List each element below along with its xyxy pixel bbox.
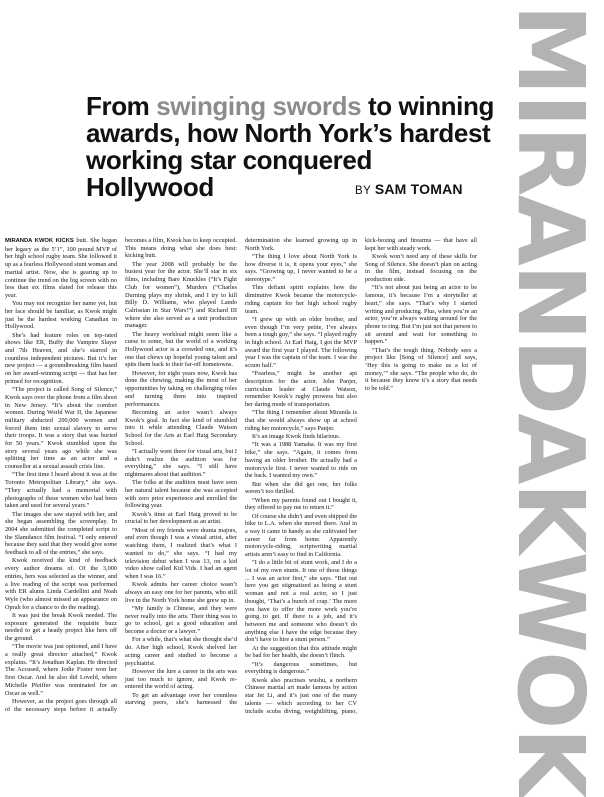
article-paragraph: She’s had feature roles on top-rated shows like ER, Buffy the Vampire Slayer and 7th Heaven, and she’s starred in countless independent pictures. But it’s her new project — a groundbreaking film based on her award-winning script — that has her primed for recognition. (5, 331, 117, 385)
article-paragraph: Kwok also practises wushu, a northern Chinese martial art made famous by action star Jet Li, and it’s just one of the many talents — which according to her CV include scuba diving, weightlifting, piano, kick-boxing and firearms — that have all kept her with steady work. (245, 237, 477, 715)
headline-part-1: From (86, 91, 157, 121)
article-paragraph: “It was a 1988 Yamaha. It was my first bike,” she says. “Again, it comes from having an older brother. He actually had a motorcycle first. I never wanted to ride on the back. I wanted my own.” (245, 441, 357, 480)
article-paragraph: “The movie was just optioned, and I have a really great director attached,” Kwok explains. “It’s Jonathan Kaplan. He directed The Accused, where Jodie Foster won her first Oscar. And he also did Loveld, where Michelle Pfeiffer was nominated for an Oscar as well.” (5, 643, 117, 697)
article-paragraph: But when she did get one, her folks weren’t too thrilled. (245, 480, 357, 496)
paragraph-text: butt. She began her legacy as the 5’1”, 100 pound MVP of her high school rugby team. She followed it up as a fearless Hollywood stunt woman and martial artist. Now, she is gearing up to continue the trend on the big screen with no less than six films slated for release this year. (5, 237, 117, 299)
article-paragraph: The year 2008 will probably be the busiest year for the actor. She’ll star in six films, including Bare Knuckles (“It’s Fight Club for women”), Murders (“Charles Durning plays my shrink, and I try to kill Billy D. Williams, who played Lando Calrissian in Star Wars!”) and Richard III where she also served as a unit production manager. (125, 260, 237, 330)
article-paragraph: “Fearless,” might be another apt description for the actor. John Panjer, curriculum leader at Claude Watson, remember Kwok’s rugby prowess but also her daring mode of transportation. (245, 370, 357, 409)
article-paragraph: The heavy workload might seem like a curse to some, but the world of a working Hollywood actor is a crowded one, and it’s one that chews up hopeful young talent and spits them back to their far-off hometowns. (125, 330, 237, 369)
lead-in: MIRANDA KWOK KICKS (5, 238, 74, 244)
headline-highlight: swinging swords (156, 91, 362, 121)
article-paragraph: “When my parents found out I bought it, they offered to pay me to return it.” (245, 496, 357, 512)
article-paragraph: However the lure a career in the arts was just too much to ignore, and Kwok re-entered the world of acting. (125, 667, 237, 691)
article-paragraph: “The thing I remember about Miranda is that she would always show up at school riding her motorcycle,” says Panjer. (245, 409, 357, 432)
article-paragraph: Kwok admits her career choice wasn’t always an easy one for her parents, who still live in the North York home she grew up in. (125, 581, 237, 604)
article-paragraph: You may not recognize her name yet, but her face should be familiar, as Kwok might just be the hardest working Canadian in Hollywood. (5, 300, 117, 331)
article-paragraph: Kwok’s time at Earl Haig proved to be crucial to her development as an artist. (125, 510, 237, 526)
article-body (5, 237, 597, 717)
byline-author: SAM TOMAN (374, 181, 463, 197)
byline (355, 181, 463, 197)
article-paragraph: Becoming an actor wasn’t always Kwok’s goal. In fact she kind of stumbled into it while attending Claude Watson School for the Arts at Earl Haig Secondary School. (125, 408, 237, 447)
article-paragraph: “Most of my friends were drama majors, and even though I was a visual artist, after watching them, I realized that’s what I wanted to do,” she says. “I had my television debut when I was 13, on a kid video show called Kid Vids. I had an agent when I was 16.” (125, 526, 237, 580)
article-paragraph: However, as the project goes through all of the necessary steps before it actually becomes a film, Kwok has to keep occupied. This means doing what she does best: kicking butt. (5, 237, 237, 713)
article-paragraph: It’s an image Kwok finds hilarious. (252, 433, 341, 441)
article-paragraph: This defiant spirit explains how the diminutive Kwok became the motorcycle-riding captain for her high school rugby team. (245, 284, 357, 315)
article-paragraph: “I actually went there for visual arts, but I didn’t realize the audition was for everything,” she says. “I still have nightmares about that audition.” (125, 447, 237, 479)
article-paragraph: Of course she didn’t and even shipped the bike to L.A. when she moved there. And in a way it came in handy as she cultivated her career far from home. Apparently motorcycle-riding, scriptwriting martial artists aren’t easy to find in California. (245, 512, 357, 559)
article-paragraph: Kwok won’t need any of these skills for Song of Silence. She doesn’t plan on acting in the film, instead focusing on the production side. (365, 253, 477, 284)
article-paragraph: Kwok received the kind of feedback every author dreams of. Of the 3,000 entries, hers was selected as the winner, and a live reading of the script was performed with ER alums Linda Cardellini and Noah Wyle (who almost missed an appearance on Oprah for a chance to do the reading). (5, 557, 117, 611)
headline-part-2: to winning awards, how North York’s hardest working star conquered Hollywood (86, 91, 494, 202)
article-paragraph: For a while, that’s what she thought she’d do. After high school, Kwok shelved her acting career and studied to become a psychiatrist. (125, 636, 237, 667)
byline-prefix: BY (355, 185, 375, 197)
article-paragraph: “It’s dangerous sometimes, but everything is dangerous.” (245, 660, 357, 676)
article-paragraph: “The thing I love about North York is how diverse it is, it opens your eyes,” she says. “Growing up, I never wanted to be a stereotype.” (245, 253, 357, 284)
article-paragraph: “That’s the tough thing. Nobody sees a project like [Song of Silence] and says, ‘Hey this is going to make us a lot of money,’” she says. “The people who do, do it because they know it’s a story that needs to be told.” (365, 346, 477, 393)
vertical-name-text: MIRANDAKWOK (497, 4, 604, 797)
article-paragraph: At the suggestion that this attitude might be bad for her health, she doesn’t flinch. (245, 644, 357, 660)
article-paragraph: “It’s not about just being an actor to be famous, it’s because I’m a storyteller at heart,” she says. “That’s why I started writing and producing. Plus, when you’re an actor, you’re always waiting around for the phone to ring. But I’m just not that person to sit around and wait for something to happen.” (365, 284, 477, 346)
article-paragraph: To get an advantage over her countless starving peers, she’s harnessed the determination she learned growing up in North York. (125, 237, 357, 707)
article-paragraph: The folks at the audition must have seen her natural talent because she was accepted with zero prior experience and enrolled the following year. (125, 479, 237, 510)
article-paragraph: “I do a little bit of stunt work, and I do a lot of my own stunts. It one of those things ... I was an actor first,” she says. “But out here you get stigmatized as being a stunt woman and not a real actor, so I just thought, ‘That’s a bunch of crap.’ The more you have to offer the more work you’re going to get. If there is a job, and it’s between me and someone who doesn’t do anything else I have the edge because they don’t have to hire a stunt person.” (245, 559, 357, 644)
article-paragraph: “I grew up with an older brother, and even though I’m very petite, I’ve always been a tough guy,” she says. “I played rugby in high school. At Earl Haig, I got the MVP award the first year I played. The following year I was the captain of the team. I was the scrum half.” (245, 315, 357, 370)
article-paragraph: “The project is called Song of Silence,” Kwok says over the phone from a film shoot in New Jersey. “It’s about the comfort women. During World War II, the Japanese military abducted 200,000 women and forced them into sexual slavery to serve their troops. It was a story that was buried for 50 years.” Kwok stumbled upon the story several years ago while she was splitting her time as an actor and a counsellor at a sexual assault crisis line. (5, 386, 117, 471)
article-paragraph: However, for eight years now, Kwok has done the chewing, making the most of her opportunities by taking on challenging roles and turning them into inspired performances. (125, 369, 237, 408)
lead-paragraph (5, 237, 117, 300)
article-paragraph: “My family is Chinese, and they were never really into the arts. Their thing was to go to school, get a good education and become a doctor or a lawyer.” (125, 604, 237, 636)
article-paragraph: “The first time I heard about it was at the Toronto Metropolitan Library,” she says. “They actually had a memorial with photographs of these women who had been taken and used for several years.” (5, 471, 117, 510)
article-paragraph: The images she saw stayed with her, and she began assembling the screenplay. In 2004 she submitted the completed script to the Slamdance film festival. “I only entered because they said that they would give some feedback to all of the entries,” she says. (5, 510, 117, 557)
article-paragraph: It was just the break Kwok needed. The exposure generated the requisite buzz needed to get a heady project like hers off the ground. (5, 611, 117, 643)
